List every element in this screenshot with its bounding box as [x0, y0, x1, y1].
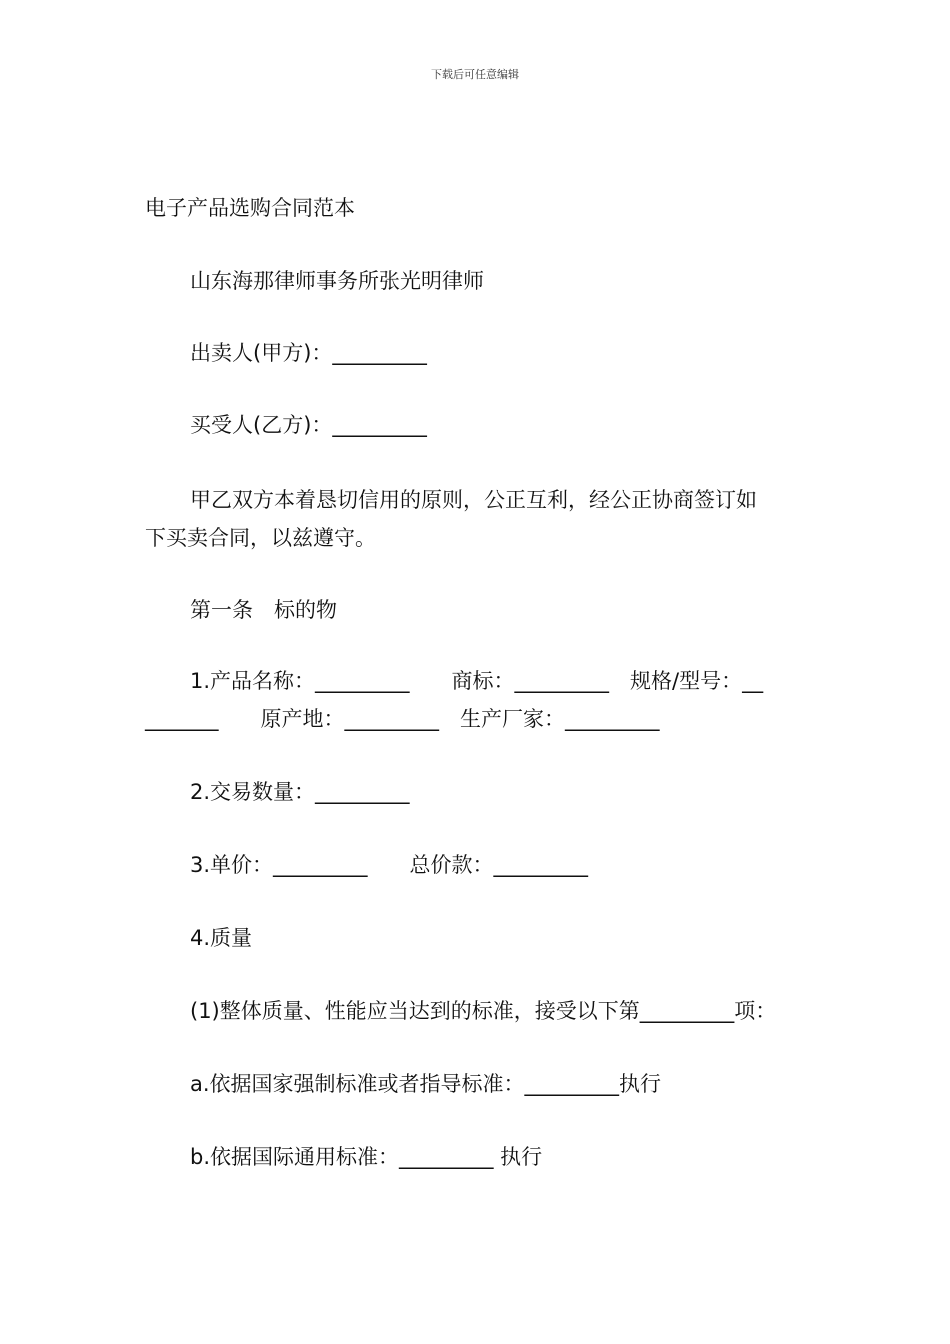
- preamble-line-2: 下买卖合同，以兹遵守。: [145, 526, 376, 550]
- author-line: 山东海那律师事务所张光明律师: [190, 269, 484, 293]
- item-3-line: 3.单价：_________ 总价款：_________: [190, 853, 589, 877]
- item-4-b-line: b.依据国际通用标准：_________ 执行: [190, 1145, 543, 1169]
- item-2-line: 2.交易数量：_________: [190, 780, 410, 804]
- article-1-heading: 第一条 标的物: [190, 598, 337, 622]
- item-4-a-line: a.依据国家强制标准或者指导标准：_________执行: [190, 1072, 662, 1096]
- item-1-line-2: _______ 原产地：_________ 生产厂家：_________: [145, 707, 660, 731]
- item-1-line-1: 1.产品名称：_________ 商标：_________ 规格/型号：__: [190, 669, 764, 693]
- page-header: 下载后可任意编辑: [431, 68, 519, 81]
- buyer-line: 买受人(乙方)：_________: [190, 413, 427, 437]
- preamble-line-1: 甲乙双方本着恳切信用的原则，公正互利，经公正协商签订如: [190, 488, 757, 512]
- item-4-1-line: (1)整体质量、性能应当达到的标准，接受以下第_________项：: [190, 999, 777, 1023]
- document-title: 电子产品选购合同范本: [145, 196, 355, 220]
- seller-line: 出卖人(甲方)：_________: [190, 341, 427, 365]
- item-4-heading: 4.质量: [190, 926, 253, 950]
